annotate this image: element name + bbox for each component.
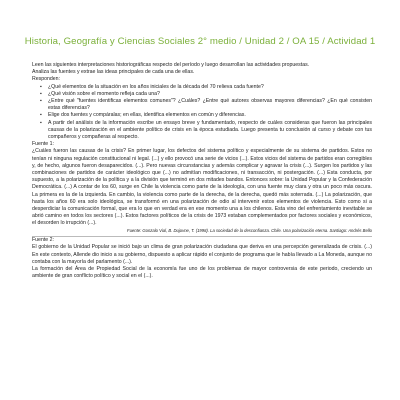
document-content xyxy=(32,62,372,280)
fuente-1-body: ¿Cuáles fueron las causas de la crisis? En primer lugar, los defectos del sistema político y especialmente de su sistema de partidos. Estos no tenían ni ninguna regulación constitucional ni legal. (...) y ello provocó una serie de vicios (...). Estos vicios del sistema de partidos eran corregibles y, de hecho, algunos fueron desaparecidos. (...). Pero nuevas circunstancias y además complicar y agravar la crisis (...). Surgen los partidos y las combinaciones de partidos de carácter ideológico que (...) no admitían modificaciones, ni transacción, ni postergación. (...) Esta conducta, por supuesto, a la polarización de la política y a la división que terminó en dos mitades bandos. Entonces sobre: la Unidad Popular y la Confederación Democrática. (...) A contar de los 60, surge en Chile la violencia como parte de la ideología, con una fuente muy clara y otra un poco más oscura. La primera es la de la izquierda. En cambio, la violencia como parte de la derecha, de la derecha, quedó más soterrada. (...) La polarización, que hasta los años 60 era solo ideológica, se transformó en una polarización de odio al intervenir estos elementos de violencia. Esto como si a desperdiciar la comunicación formal, que era lo que en verdad era en ese momento una a los chilenos. Esta vino del enfrentamiento inevitable se abrió camino en todos los sectores (...). Estos factores políticos de la crisis de 1973 estaban complementados por factores sociales y económicos, el desorden lo irrupción (...). xyxy=(32,148,372,227)
question-item: ▪ ¿Qué elementos de la situación en los años iniciales de la década del 70 relieva cada fuente? xyxy=(48,84,372,91)
question-item: ▪ ¿Entre qué "fuentes identificas elementos comunes"? ¿Cuáles? ¿Entre qué autores observas mayores diferencias? ¿En qué consisten estas diferencias? xyxy=(48,98,372,112)
page-title: Historia, Geografía y Ciencias Sociales 2° medio / Unidad 2 / OA 15 / Actividad 1 xyxy=(24,36,376,47)
fuente-2-paragraph-2: La formación del Área de Propiedad Social de la economía fue uno de los problemas de mayor controversia de este periodo, creciendo un ambiente de gran conflicto político y social en el (...). xyxy=(32,266,372,280)
question-list xyxy=(32,84,372,142)
fuente-2-title: Fuente 2: xyxy=(32,237,54,244)
question-item: ▪ ¿Qué visión sobre el momento refleja cada una? xyxy=(48,91,372,98)
fuente-1-citation: Fuente: Gonzalo Vial, B. Dujovne, T. (1998). La sociedad de la desconfianza. Chile. Una polarización eterna. Santiago: Andrés Bello xyxy=(127,227,372,233)
intro-line: Leen las siguientes interpretaciones historiográficas respecto del período y luego desarrollan las actividades propuestas. xyxy=(32,62,310,68)
question-item: ▪ A partir del análisis de la información escribe un ensayo breve y fundamentado, respecto de cuáles consideras que fueron las principales causas de la polarización en el ambiente político de crisis en la época estudiada. Luego presenta tu conclusión al curso y debate con tus compañeros y compañeras al respecto. xyxy=(48,120,372,142)
fuente-2-paragraph-1: El gobierno de la Unidad Popular se inició bajo un clima de gran polarización ciudadana que deriva en una percepción generalizada de crisis. (...) En este contexto, Allende dio inicio a su gobierno, dispuesto a aplicar rápido el conjunto de programa que le había llevado a La Moneda, aunque no contaba con la mayoría del parlamento (...). xyxy=(32,244,372,265)
fuente-1-title: Fuente 1: xyxy=(32,141,54,148)
intro-line: Analiza las fuentes y extrae las ideas principales de cada una de ellas. xyxy=(32,69,195,76)
question-item: ▪ Elige dos fuentes y compáralas; en ellas, identifica elementos en común y diferencias. xyxy=(48,112,372,119)
intro-line: Responden: xyxy=(32,76,60,83)
